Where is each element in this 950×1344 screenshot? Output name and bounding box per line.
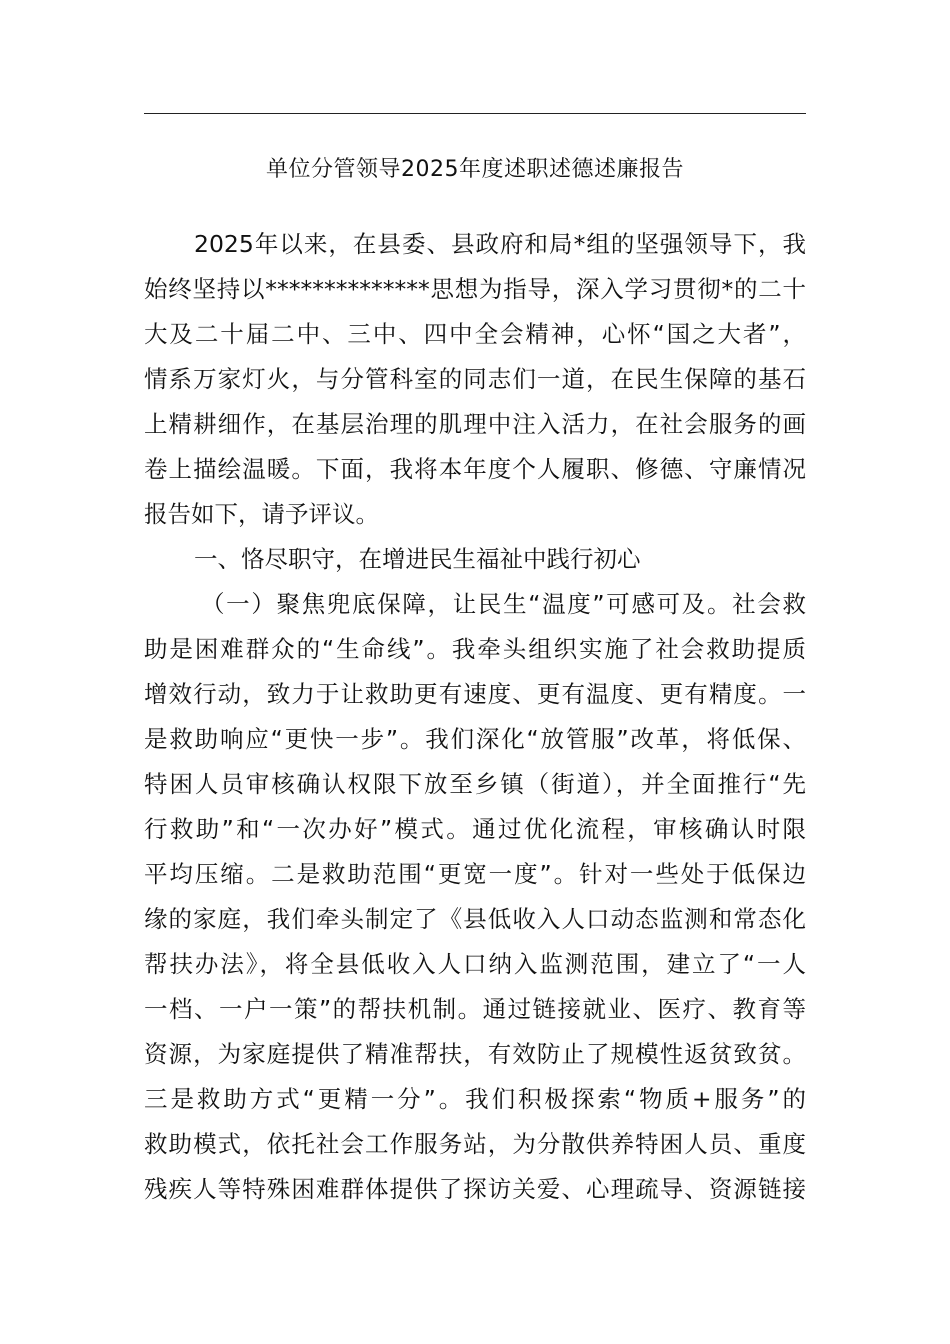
paragraph-line: 2025年以来，在县委、县政府和局*组的坚强领导下，我 (194, 230, 806, 258)
paragraph-line: 资源，为家庭提供了精准帮扶，有效防止了规模性返贫致贫。 (144, 1040, 806, 1068)
paragraph-line: （一）聚焦兜底保障，让民生“温度”可感可及。社会救 (201, 590, 806, 618)
paragraph-line: 残疾人等特殊困难群体提供了探访关爱、心理疏导、资源链接 (144, 1175, 806, 1203)
paragraph-line: 上精耕细作，在基层治理的肌理中注入活力，在社会服务的画 (144, 410, 806, 438)
paragraph-line: 助是困难群众的“生命线”。我牵头组织实施了社会救助提质 (144, 635, 806, 663)
paragraph-line: 大及二十届二中、三中、四中全会精神，心怀“国之大者”， (144, 320, 806, 348)
paragraph-line: 行救助”和“一次办好”模式。通过优化流程，审核确认时限 (144, 815, 806, 843)
paragraph-line: 是救助响应“更快一步”。我们深化“放管服”改革，将低保、 (144, 725, 806, 753)
paragraph-line: 始终坚持以**************思想为指导，深入学习贯彻*的二十 (144, 275, 806, 303)
paragraph-line: 平均压缩。二是救助范围“更宽一度”。针对一些处于低保边 (144, 860, 806, 888)
paragraph-line: 缘的家庭，我们牵头制定了《县低收入人口动态监测和常态化 (144, 905, 806, 933)
paragraph-line: 报告如下，请予评议。 (144, 500, 379, 528)
header-rule (144, 113, 806, 114)
paragraph-line: 卷上描绘温暖。下面，我将本年度个人履职、修德、守廉情况 (144, 455, 806, 483)
paragraph-line: 救助模式，依托社会工作服务站，为分散供养特困人员、重度 (144, 1130, 806, 1158)
paragraph-line: 帮扶办法》，将全县低收入人口纳入监测范围，建立了“一人 (144, 950, 806, 978)
document-title: 单位分管领导2025年度述职述德述廉报告 (266, 157, 684, 182)
paragraph-line: 三是救助方式“更精一分”。我们积极探索“物质+服务”的 (144, 1085, 806, 1113)
section-heading: 一、恪尽职守，在增进民生福祉中践行初心 (194, 545, 641, 573)
document-body (144, 222, 806, 1212)
paragraph-line: 增效行动，致力于让救助更有速度、更有温度、更有精度。一 (144, 680, 806, 708)
paragraph-line: 特困人员审核确认权限下放至乡镇（街道），并全面推行“先 (144, 770, 806, 798)
paragraph-line: 情系万家灯火，与分管科室的同志们一道，在民生保障的基石 (144, 365, 806, 393)
paragraph-line: 一档、一户一策”的帮扶机制。通过链接就业、医疗、教育等 (144, 995, 806, 1023)
